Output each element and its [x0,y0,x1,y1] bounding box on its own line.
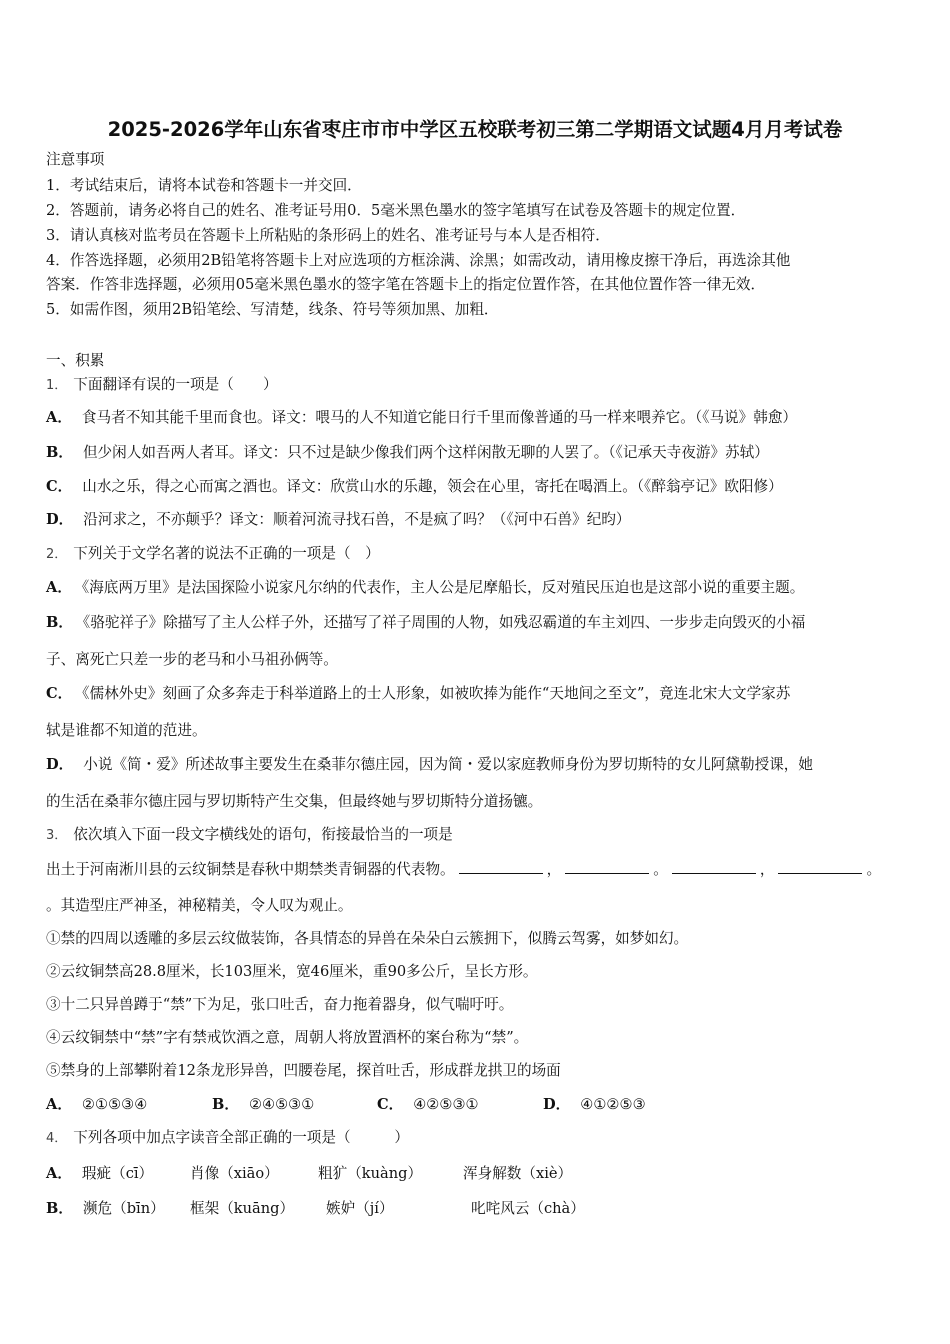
punct: ， [546,861,562,878]
option-item: 浑身解数（xiè） [463,1165,573,1182]
q3-sentence: ⑤禁身的上部攀附着12条龙形异兽，凹腰卷尾，探首吐舌，形成群龙拱卫的场面 [46,1062,561,1079]
option-label: D． [46,511,74,528]
option-item: 濒危（bīn） [82,1200,165,1217]
option-label: A． [46,1096,72,1113]
question-number: 1． [46,378,68,393]
notice-item: 5．如需作图，须用2B铅笔绘、写清楚，线条、符号等须加黑、加粗． [46,301,499,318]
q2-option-b [46,613,805,633]
option-label: B． [212,1096,239,1113]
option-label: D． [46,756,74,773]
q2-option-b-cont: 子、离死亡只差一步的老马和小马祖孙俩等。 [46,651,338,668]
passage-text: 出土于河南淅川县的云纹铜禁是春秋中期禁类青铜器的代表物。 [46,861,455,878]
q4-option-b-label[interactable] [46,1199,165,1219]
option-item: 框架（kuāng） [190,1200,295,1217]
notice-item: 1．考试结束后，请将本试卷和答题卡一并交回． [46,177,362,194]
option-label: B． [46,444,73,461]
option-text: ②①⑤③④ [81,1096,148,1113]
q2-option-c [46,684,790,704]
question-text: 下面翻译有误的一项是（ ） [73,376,278,393]
option-label: C． [377,1096,404,1113]
option-text: 小说《简・爱》所述故事主要发生在桑菲尔德庄园，因为简・爱以家庭教师身份为罗切斯特的女儿阿黛勒授课，她 [83,756,813,773]
option-text: 但少闲人如吾两人者耳。译文：只不过是缺少像我们两个这样闲散无聊的人罢了。（《记承天寺夜游》苏轼） [82,444,769,461]
q3-sentence: ①禁的四周以透雕的多层云纹做装饰，各具情态的异兽在朵朵白云簇拥下，似腾云驾雾，如梦如幻。 [46,930,689,947]
section-heading: 一、积累 [46,352,105,369]
q3-passage-end: 。其造型庄严神圣，神秘精美，令人叹为观止。 [46,897,353,914]
question-number: 4． [46,1131,68,1146]
option-item: 肖像（xiāo） [190,1165,279,1182]
notice-item: 答案．作答非选择题，必须用05毫米黑色墨水的签字笔在答题卡上的指定位置作答，在其他位置作答一律无效． [46,276,766,293]
option-label: B． [46,1200,73,1217]
option-text: 《骆驼祥子》除描写了主人公样子外，还描写了祥子周围的人物，如残忍霸道的车主刘四、一步步走向毁灭的小福 [82,614,806,631]
fill-blank[interactable] [778,859,862,874]
q1-option-b [46,443,769,463]
option-label: C． [46,478,73,495]
option-item: 瑕疵（cī） [81,1165,154,1182]
q2-option-a [46,578,804,598]
option-text: ②④⑤③① [248,1096,315,1113]
question-text: 下列各项中加点字读音全部正确的一项是（ ） [73,1129,409,1146]
option-text: 《儒林外史》刻画了众多奔走于科举道路上的士人形象，如被吹捧为能作“天地间之至文”，竟连北宋大文学家苏 [82,685,791,702]
q2-option-d [46,755,813,775]
option-label: C． [46,685,73,702]
notice-item: 2．答题前，请务必将自己的姓名、准考证号用0．5毫米黑色墨水的签字笔填写在试卷及答题卡的规定位置． [46,202,746,219]
option-label: A． [46,409,72,426]
question-3-stem [46,825,453,846]
q2-option-c-cont: 轼是谁都不知道的范进。 [46,722,207,739]
fill-blank[interactable] [672,859,756,874]
question-text: 依次填入下面一段文字横线处的语句，衔接最恰当的一项是 [73,826,453,843]
question-text: 下列关于文学名著的说法不正确的一项是（ ） [73,545,380,562]
question-number: 2． [46,547,68,562]
q3-sentence: ③十二只异兽蹲于“禁”下为足，张口吐舌，奋力拖着器身，似气喘吁吁。 [46,996,514,1013]
option-label: A． [46,579,72,596]
q3-sentence: ④云纹铜禁中“禁”字有禁戒饮酒之意，周朝人将放置酒杯的案台称为“禁”。 [46,1029,529,1046]
option-item: 嫉妒（jí） [326,1200,394,1217]
q1-option-d [46,510,631,530]
q2-option-d-cont: 的生活在桑菲尔德庄园与罗切斯特产生交集，但最终她与罗切斯特分道扬镳。 [46,793,543,810]
q3-choice-a[interactable] [46,1095,147,1115]
q3-choice-d[interactable] [543,1095,646,1115]
question-2-stem [46,544,380,565]
option-text: 食马者不知其能千里而食也。译文：喂马的人不知道它能日行千里而像普通的马一样来喂养它。（《马说》韩愈） [81,409,798,426]
punct: ， [759,861,775,878]
notice-item: 3．请认真核对监考员在答题卡上所粘贴的条形码上的姓名、准考证号与本人是否相符． [46,227,610,244]
question-number: 3． [46,828,68,843]
option-item: 粗犷（kuàng） [318,1165,423,1182]
option-text: ④①②⑤③ [580,1096,646,1113]
option-label: B． [46,614,73,631]
option-text: 山水之乐，得之心而寓之酒也。译文：欣赏山水的乐趣，领会在心里，寄托在喝酒上。（《醉翁亭记》欧阳修） [82,478,783,495]
exam-title: 2025-2026学年山东省枣庄市市中学区五校联考初三第二学期语文试题4月月考试卷 [107,118,843,141]
fill-blank[interactable] [459,859,543,874]
q3-choice-c[interactable] [377,1095,479,1115]
q1-option-c [46,477,783,497]
option-label: A． [46,1165,72,1182]
option-text: ④②⑤③① [413,1096,479,1113]
q3-sentence: ②云纹铜禁高28.8厘米，长103厘米，宽46厘米，重90多公斤，呈长方形。 [46,963,538,980]
option-text: 《海底两万里》是法国探险小说家凡尔纳的代表作，主人公是尼摩船长，反对殖民压迫也是这部小说的重要主题。 [81,579,805,596]
question-1-stem [46,375,278,396]
option-text: 沿河求之，不亦颠乎？译文：顺着河流寻找石兽，不是疯了吗？（《河中石兽》纪昀） [83,511,631,528]
q3-choice-b[interactable] [212,1095,314,1115]
option-item: 叱咤风云（chà） [471,1200,585,1217]
punct: 。 [653,861,668,878]
q4-option-a-label[interactable] [46,1164,153,1184]
question-4-stem [46,1128,409,1149]
q3-passage-line [46,859,881,880]
option-label: D． [543,1096,571,1113]
notice-item: 4．作答选择题，必须用2B铅笔将答题卡上对应选项的方框涂满、涂黑；如需改动，请用橡皮擦干净后，再选涂其他 [46,252,791,269]
notice-heading: 注意事项 [46,151,105,168]
q1-option-a [46,408,797,428]
fill-blank[interactable] [565,859,649,874]
punct: 。 [866,861,882,878]
